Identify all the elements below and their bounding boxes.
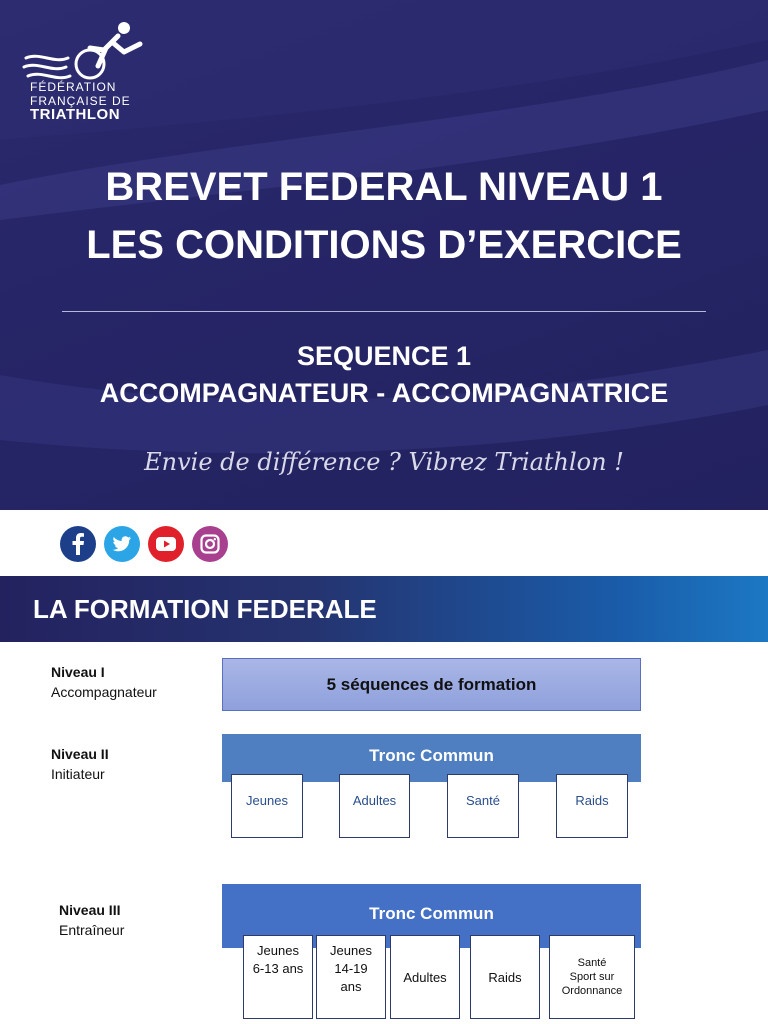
logo-line-triathlon: TRIATHLON xyxy=(30,106,121,123)
instagram-icon[interactable] xyxy=(192,526,228,562)
option-sante-sport-ordonnance: Santé Sport sur Ordonnance xyxy=(549,935,635,1019)
niveau-3-level: Niveau III xyxy=(59,902,121,918)
niveau-1-role: Accompagnateur xyxy=(51,684,157,700)
niveau-1-label xyxy=(51,662,157,702)
option-sante: Santé xyxy=(447,774,519,838)
tronc-commun-niveau-2: Tronc Commun xyxy=(222,734,641,782)
twitter-icon[interactable] xyxy=(104,526,140,562)
title-slide xyxy=(0,0,768,510)
subtitle-line-1: SEQUENCE 1 xyxy=(296,341,472,371)
subtitle-line-2: ACCOMPAGNATEUR - ACCOMPAGNATRICE xyxy=(99,378,669,408)
option-adultes-n3: Adultes xyxy=(390,935,460,1019)
option-jeunes-14-19: Jeunes 14-19 ans xyxy=(316,935,386,1019)
title-divider xyxy=(62,311,706,312)
slide-title xyxy=(0,158,768,274)
niveau-1-level: Niveau I xyxy=(51,664,105,680)
title-line-2: LES CONDITIONS D’EXERCICE xyxy=(86,223,682,267)
option-adultes: Adultes xyxy=(339,774,410,838)
slide-subtitle xyxy=(0,338,768,412)
logo-text xyxy=(30,80,131,122)
option-raids-n3: Raids xyxy=(470,935,540,1019)
social-links xyxy=(60,526,228,562)
option-jeunes-6-13: Jeunes 6-13 ans xyxy=(243,935,313,1019)
niveau-2-role: Initiateur xyxy=(51,766,105,782)
option-raids: Raids xyxy=(556,774,628,838)
niveau-3-label xyxy=(59,900,124,940)
youtube-icon[interactable] xyxy=(148,526,184,562)
logo-line-federation: FÉDÉRATION xyxy=(30,80,117,94)
facebook-icon[interactable] xyxy=(60,526,96,562)
tronc-commun-niveau-3: Tronc Commun xyxy=(222,884,641,948)
title-line-1: BREVET FEDERAL NIVEAU 1 xyxy=(105,165,663,209)
niveau-2-label xyxy=(51,744,109,784)
section-title: LA FORMATION FEDERALE xyxy=(33,594,377,624)
sequences-box: 5 séquences de formation xyxy=(222,658,641,711)
niveau-2-level: Niveau II xyxy=(51,746,109,762)
niveau-3-role: Entraîneur xyxy=(59,922,125,938)
option-jeunes: Jeunes xyxy=(231,774,303,838)
logo-line-francaise: FRANÇAISE DE xyxy=(30,94,131,108)
tagline: Envie de différence ? Vibrez Triathlon ! xyxy=(144,448,624,476)
